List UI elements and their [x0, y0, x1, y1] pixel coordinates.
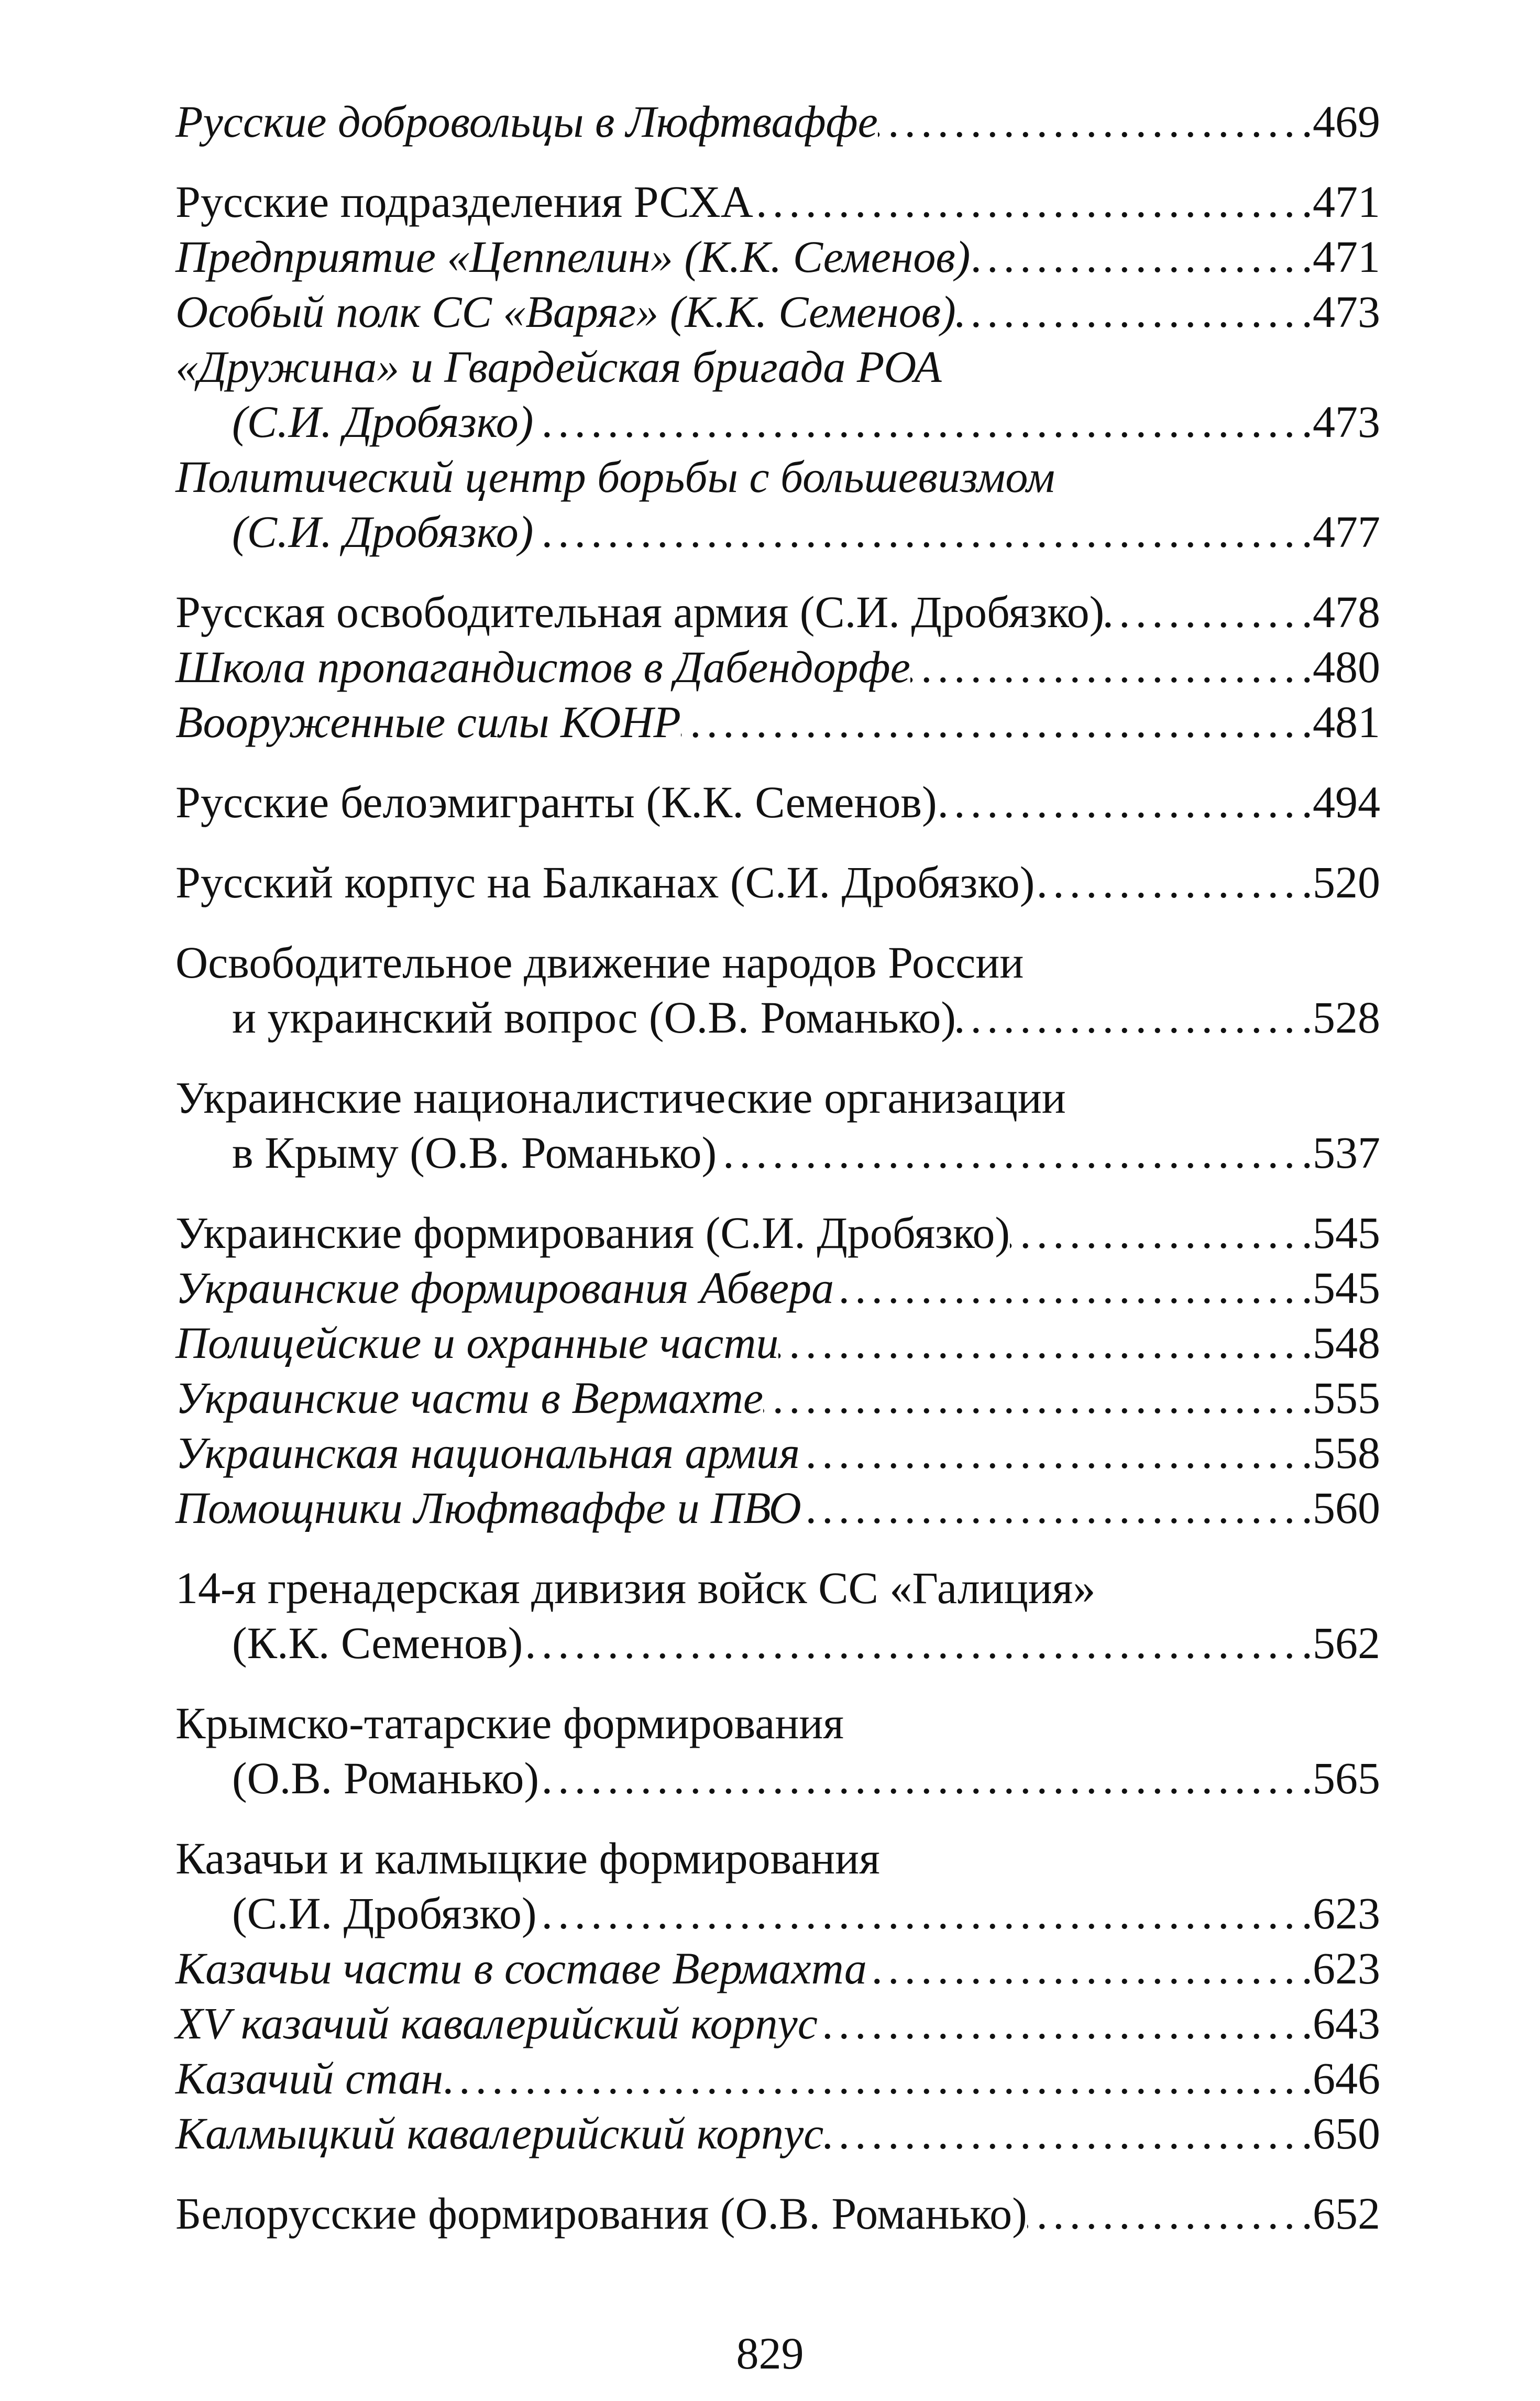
toc-entry-title: Политический центр борьбы с большевизмом [175, 452, 1055, 502]
toc-page-number: .545 [1301, 1263, 1380, 1313]
dot-leader [910, 640, 1302, 695]
toc-subentry [175, 1371, 1380, 1426]
toc-entry [175, 1696, 1380, 1751]
toc-page-number: .643 [1301, 1998, 1380, 2048]
dot-leader [867, 1941, 1302, 1996]
toc-entry-title: Казачьи и калмыцкие формирования [175, 1833, 880, 1883]
toc-entry-title: XV казачий кавалерийский корпус [175, 1998, 818, 2048]
dot-leader [956, 284, 1302, 339]
toc-section [175, 1831, 1380, 2161]
toc-entry-title: Калмыцкий кавалерийский корпус [175, 2108, 824, 2158]
toc-entry-title: Украинские части в Вермахте [175, 1373, 764, 1423]
toc-section [175, 775, 1380, 830]
toc-entry-title: Русские белоэмигранты (К.К. Семенов) [175, 777, 937, 827]
toc-entry [175, 775, 1380, 830]
dot-leader [878, 94, 1302, 149]
toc-page-number: .477 [1301, 507, 1380, 557]
toc-entry-title: Помощники Люфтваффе и ПВО [175, 1483, 801, 1533]
toc-entry-title: Украинские формирования (С.И. Дробязко) [175, 1208, 1010, 1258]
toc-entry-title: Русская освободительная армия (С.И. Дробязко) [175, 587, 1105, 637]
dot-leader [523, 1616, 1301, 1671]
toc-page-number: .520 [1301, 857, 1380, 907]
toc-entry-title: Украинская национальная армия [175, 1428, 800, 1478]
toc-page-number: .650 [1301, 2108, 1380, 2158]
toc-page-number: .471 [1301, 177, 1380, 227]
toc-page-number: .545 [1301, 1208, 1380, 1258]
toc-entry [175, 855, 1380, 910]
toc-entry-title: Украинские формирования Абвера [175, 1263, 834, 1313]
toc-entry [175, 1561, 1380, 1616]
toc-entry-title: Освободительное движение народов России [175, 937, 1024, 988]
toc-page-number: .471 [1301, 232, 1380, 282]
toc-entry [175, 174, 1380, 229]
toc-page-number: .562 [1301, 1618, 1380, 1668]
toc-section [175, 2186, 1380, 2241]
toc-page-number: .555 [1301, 1373, 1380, 1423]
toc-entry-title: Школа пропагандистов в Дабендорфе [175, 642, 910, 692]
dot-leader [753, 174, 1302, 229]
toc-entry-title: Вооруженные силы КОНР [175, 697, 681, 747]
table-of-contents [175, 94, 1380, 2266]
toc-entry-title: Особый полк СС «Варяг» (К.К. Семенов) [175, 287, 956, 337]
dot-leader [1104, 585, 1301, 640]
toc-page-number: .652 [1301, 2188, 1380, 2239]
toc-entry [175, 935, 1380, 990]
toc-page-number: .537 [1301, 1127, 1380, 1178]
dot-leader [818, 1996, 1302, 2051]
dot-leader [533, 505, 1301, 560]
toc-page-number: .548 [1301, 1318, 1380, 1368]
toc-section [175, 585, 1380, 750]
toc-entry-title: Русские добровольцы в Люфтваффе [175, 96, 878, 147]
toc-entry-title: и украинский вопрос (О.В. Романько) [232, 992, 956, 1043]
toc-subentry [175, 2106, 1380, 2161]
toc-entry [175, 1125, 1380, 1180]
toc-entry-title: Крымско-татарские формирования [175, 1698, 844, 1748]
toc-subentry [175, 394, 1380, 449]
dot-leader [956, 990, 1302, 1045]
toc-entry [175, 1751, 1380, 1806]
toc-page-number: .480 [1301, 642, 1380, 692]
toc-subentry [175, 94, 1380, 149]
toc-page-number: .528 [1301, 992, 1380, 1043]
dot-leader [533, 394, 1301, 449]
toc-subentry [175, 1315, 1380, 1371]
toc-subentry [175, 339, 1380, 394]
dot-leader [778, 1315, 1301, 1371]
toc-section [175, 935, 1380, 1045]
toc-section [175, 174, 1380, 560]
toc-entry-title: Казачьи части в составе Вермахта [175, 1943, 867, 1993]
toc-page-number: .469 [1301, 96, 1380, 147]
toc-entry-title: «Дружина» и Гвардейская бригада РОА [175, 342, 942, 392]
dot-leader [823, 2106, 1301, 2161]
toc-entry-title: (С.И. Дробязко) [232, 1888, 537, 1938]
toc-subentry [175, 1996, 1380, 2051]
toc-entry [175, 1616, 1380, 1671]
toc-page-number: .473 [1301, 397, 1380, 447]
dot-leader [800, 1426, 1301, 1481]
toc-page-number: .565 [1301, 1753, 1380, 1803]
dot-leader [970, 229, 1301, 284]
toc-entry [175, 2186, 1380, 2241]
toc-entry-title: (С.И. Дробязко) [232, 397, 534, 447]
toc-entry [175, 1886, 1380, 1941]
toc-entry-title: Русский корпус на Балканах (С.И. Дробязко) [175, 857, 1035, 907]
toc-page-number: .494 [1301, 777, 1380, 827]
dot-leader [937, 775, 1302, 830]
toc-entry [175, 990, 1380, 1045]
toc-entry [175, 1205, 1380, 1260]
toc-page-number: .481 [1301, 697, 1380, 747]
toc-subentry [175, 1941, 1380, 1996]
dot-leader [536, 1886, 1301, 1941]
dot-leader [443, 2051, 1301, 2106]
toc-subentry [175, 505, 1380, 560]
toc-entry-title: Украинские националистические организации [175, 1072, 1066, 1123]
toc-entry-title: Полицейские и охранные части [175, 1318, 779, 1368]
toc-subentry [175, 695, 1380, 750]
toc-page-number: .623 [1301, 1888, 1380, 1938]
toc-entry-title: (С.И. Дробязко) [232, 507, 534, 557]
toc-page-number: .560 [1301, 1483, 1380, 1533]
toc-subentry [175, 1260, 1380, 1315]
dot-leader [1010, 1205, 1301, 1260]
toc-page-number: .473 [1301, 287, 1380, 337]
toc-subentry [175, 284, 1380, 339]
toc-section [175, 1561, 1380, 1671]
toc-subentry [175, 640, 1380, 695]
toc-section [175, 1205, 1380, 1536]
toc-entry-title: (К.К. Семенов) [232, 1618, 523, 1668]
toc-entry-title: Русские подразделения РСХА [175, 177, 753, 227]
dot-leader [763, 1371, 1301, 1426]
dot-leader [1027, 2186, 1302, 2241]
toc-entry [175, 1070, 1380, 1125]
page-number: 829 [736, 2328, 804, 2378]
dot-leader [801, 1481, 1302, 1536]
toc-entry-title: (О.В. Романько) [232, 1753, 539, 1803]
dot-leader [834, 1260, 1301, 1315]
toc-entry-title: Казачий стан [175, 2053, 444, 2103]
toc-page-number: .646 [1301, 2053, 1380, 2103]
dot-leader [1035, 855, 1301, 910]
toc-page-number: .623 [1301, 1943, 1380, 1993]
toc-entry-title: Белорусские формирования (О.В. Романько) [175, 2188, 1027, 2239]
toc-entry [175, 585, 1380, 640]
dot-leader [681, 695, 1302, 750]
toc-entry-title: Предприятие «Цеппелин» (К.К. Семенов) [175, 232, 971, 282]
dot-leader [717, 1125, 1301, 1180]
toc-section [175, 1070, 1380, 1180]
toc-subentry [175, 449, 1380, 505]
toc-page-number: .478 [1301, 587, 1380, 637]
toc-page-number: .558 [1301, 1428, 1380, 1478]
toc-entry-title: в Крыму (О.В. Романько) [232, 1127, 717, 1178]
toc-subentry [175, 229, 1380, 284]
dot-leader [539, 1751, 1302, 1806]
toc-section [175, 94, 1380, 149]
toc-section [175, 1696, 1380, 1806]
toc-subentry [175, 1426, 1380, 1481]
toc-entry [175, 1831, 1380, 1886]
toc-subentry [175, 1481, 1380, 1536]
toc-section [175, 855, 1380, 910]
toc-entry-title: 14-я гренадерская дивизия войск СС «Галиция» [175, 1563, 1096, 1613]
toc-subentry [175, 2051, 1380, 2106]
